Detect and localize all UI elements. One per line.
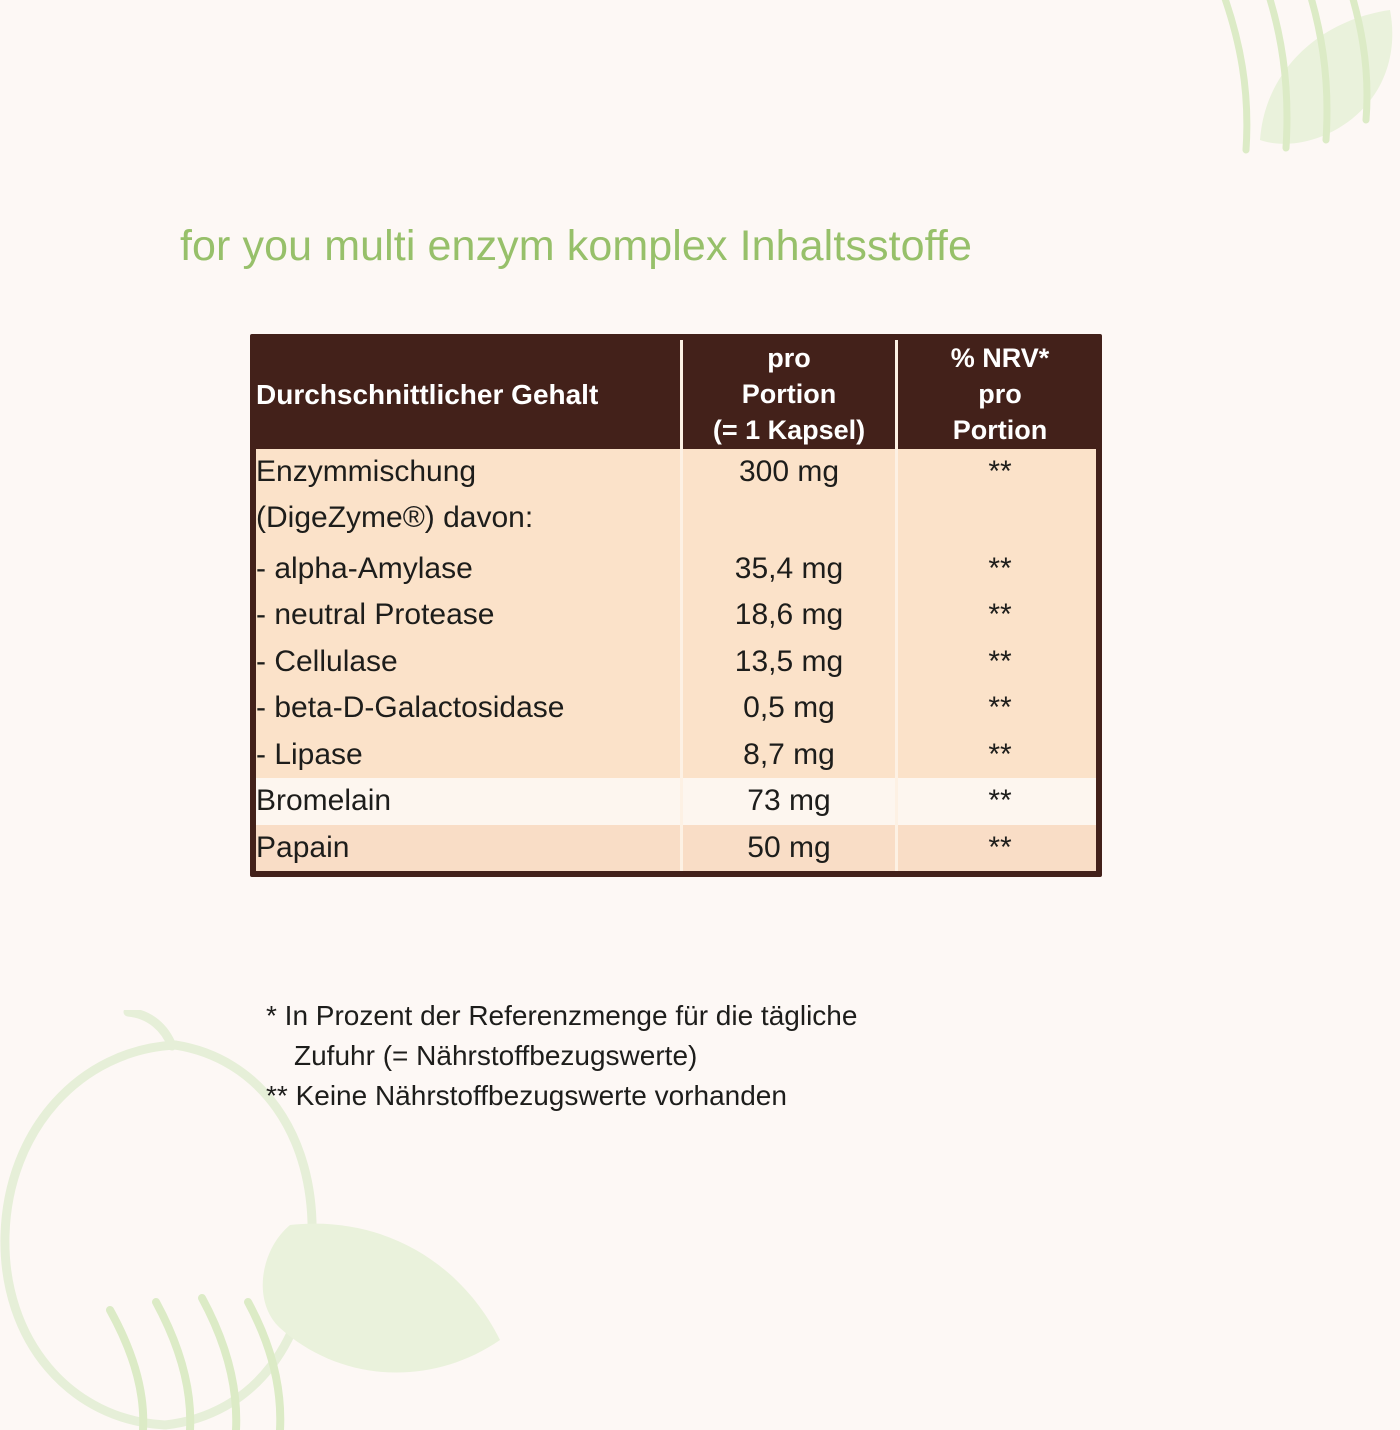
footnote-line-3: ** Keine Nährstoffbezugswerte vorhanden (266, 1079, 787, 1111)
header-nrv-line2: pro (978, 379, 1022, 410)
row-enzyme-mix-nrv (897, 449, 1103, 779)
enzyme-mix-line1: Enzymmischung (256, 454, 477, 488)
decorative-leaf-top-right (1090, 0, 1400, 310)
sub-item-portion-beta-d-galactosidase: 0,5 mg (743, 691, 835, 725)
sub-item-nrv-neutral-protease: ** (988, 598, 1012, 632)
enzyme-mix-portion-value: 300 mg (738, 454, 840, 488)
row-papain-nrv: ** (988, 830, 1012, 864)
table-body (256, 449, 1102, 872)
page-title: for you multi enzym komplex Inhaltsstoffe (180, 222, 972, 270)
header-nrv-line3: Portion (952, 415, 1048, 446)
footnotes (266, 996, 1166, 1115)
sub-item-name-lipase: - Lipase (256, 737, 363, 771)
sub-item-name-cellulase: - Cellulase (256, 644, 398, 678)
header-nrv-line1: % NRV* (950, 343, 1050, 373)
table-row (256, 825, 1102, 872)
sub-item-nrv-beta-d-galactosidase: ** (988, 691, 1012, 725)
row-bromelain-nrv: ** (988, 784, 1012, 818)
sub-item-portion-cellulase: 13,5 mg (734, 644, 844, 678)
header-per-portion-line2: Portion (741, 379, 837, 410)
sub-item-name-beta-d-galactosidase: - beta-D-Galactosidase (256, 691, 565, 725)
sub-item-nrv-cellulase: ** (988, 644, 1012, 678)
sub-item-nrv-alpha-amylase: ** (988, 551, 1012, 585)
sub-item-portion-neutral-protease: 18,6 mg (734, 598, 844, 632)
enzyme-mix-line2: (DigeZyme®) davon: (256, 501, 534, 535)
header-average-content: Durchschnittlicher Gehalt (256, 340, 682, 449)
header-nrv (897, 340, 1103, 449)
row-enzyme-mix-portion (682, 449, 897, 779)
sub-item-name-neutral-protease: - neutral Protease (256, 598, 495, 632)
footnote-line-1: * In Prozent der Referenzmenge für die tägliche (266, 1000, 858, 1031)
sub-item-portion-alpha-amylase: 35,4 mg (734, 551, 844, 585)
footnote-line-2: Zufuhr (= Nährstoffbezugswerte) (294, 1039, 698, 1071)
row-papain-name: Papain (256, 825, 682, 872)
nutrition-table-container (250, 334, 1102, 877)
sub-item-name-alpha-amylase: - alpha-Amylase (256, 551, 473, 585)
row-papain-portion: 50 mg (682, 825, 897, 872)
table-header (256, 340, 1102, 449)
table-row (256, 449, 1102, 779)
row-enzyme-mix-name (256, 449, 682, 779)
table-header-row (256, 340, 1102, 449)
header-per-portion-line1: pro (767, 343, 811, 373)
header-per-portion-line3: (= 1 Kapsel) (712, 415, 866, 446)
row-bromelain-portion: 73 mg (682, 778, 897, 825)
sub-item-nrv-lipase: ** (988, 737, 1012, 771)
header-per-portion (682, 340, 897, 449)
sub-item-portion-lipase: 8,7 mg (743, 737, 835, 771)
row-bromelain-name: Bromelain (256, 778, 682, 825)
enzyme-mix-nrv-value: ** (988, 454, 1012, 488)
nutrition-table (256, 340, 1102, 871)
table-row (256, 778, 1102, 825)
